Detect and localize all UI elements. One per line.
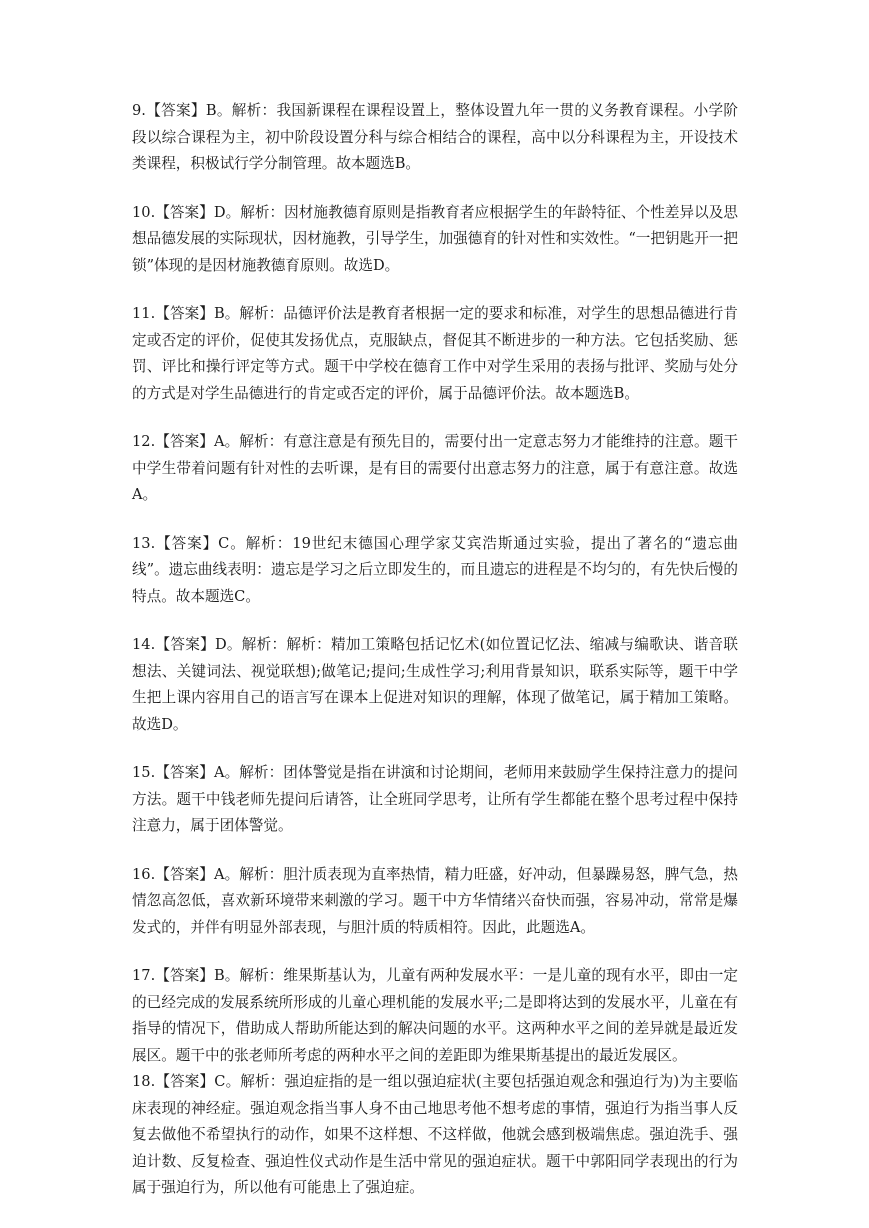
- answer-item-14: 14.【答案】D。解析：解析：精加工策略包括记忆术(如位置记忆法、缩减与编歌诀、谐音联想法、关键词法、视觉联想);做笔记;提问;生成性学习;利用背景知识，联系实际等，题干中学生把上课内容用自己的语言写在课本上促进对知识的理解，体现了做笔记，属于精加工策略。故选D。: [132, 636, 738, 733]
- answer-item-18: 18.【答案】C。解析：强迫症指的是一组以强迫症状(主要包括强迫观念和强迫行为)为主要临床表现的神经症。强迫观念指当事人身不由己地思考他不想考虑的事情，强迫行为指当事人反复去做他不希望执行的动作，如果不这样想、不这样做，他就会感到极端焦虑。强迫洗手、强迫计数、反复检查、强迫性仪式动作是生活中常见的强迫症状。题干中郭阳同学表现出的行为属于强迫行为，所以他有可能患上了强迫症。: [132, 1073, 738, 1196]
- answer-explanations-page: [132, 98, 738, 1224]
- answer-item-10: 10.【答案】D。解析：因材施教德育原则是指教育者应根据学生的年龄特征、个性差异以及思想品德发展的实际现状，因材施教，引导学生，加强德育的针对性和实效性。“一把钥匙开一把锁”体现的是因材施教德育原则。故选D。: [132, 203, 738, 274]
- answer-item-17: 17.【答案】B。解析：维果斯基认为，儿童有两种发展水平：一是儿童的现有水平，即由一定的已经完成的发展系统所形成的儿童心理机能的发展水平;二是即将达到的发展水平，儿童在有指导的情况下，借助成人帮助所能达到的解决问题的水平。这两种水平之间的差异就是最近发展区。题干中的张老师所考虑的两种水平之间的差距即为维果斯基提出的最近发展区。: [132, 967, 738, 1064]
- answer-item-12: 12.【答案】A。解析：有意注意是有预先目的，需要付出一定意志努力才能维持的注意。题干中学生带着问题有针对性的去听课，是有目的需要付出意志努力的注意，属于有意注意。故选A。: [132, 433, 738, 503]
- answer-item-11: 11.【答案】B。解析：品德评价法是教育者根据一定的要求和标准，对学生的思想品德进行肯定或否定的评价，促使其发扬优点，克服缺点，督促其不断进步的一种方法。它包括奖励、惩罚、评比和操行评定等方式。题干中学校在德育工作中对学生采用的表扬与批评、奖励与处分的方式是对学生品德进行的肯定或否定的评价，属于品德评价法。故本题选B。: [132, 305, 738, 402]
- answer-item-9: 9.【答案】B。解析：我国新课程在课程设置上，整体设置九年一贯的义务教育课程。小学阶段以综合课程为主，初中阶段设置分科与综合相结合的课程，高中以分科课程为主，开设技术类课程，积极试行学分制管理。故本题选B。: [132, 102, 738, 172]
- answer-item-16: 16.【答案】A。解析：胆汁质表现为直率热情，精力旺盛，好冲动，但暴躁易怒，脾气急，热情忽高忽低，喜欢新环境带来刺激的学习。题干中方华情绪兴奋快而强，容易冲动，常常是爆发式的，并伴有明显外部表现，与胆汁质的特质相符。因此，此题选A。: [132, 865, 738, 936]
- answer-item-15: 15.【答案】A。解析：团体警觉是指在讲演和讨论期间，老师用来鼓励学生保持注意力的提问方法。题干中钱老师先提问后请答，让全班同学思考，让所有学生都能在整个思考过程中保持注意力，属于团体警觉。: [132, 764, 738, 834]
- answer-item-13: 13.【答案】C。解析：19世纪末德国心理学家艾宾浩斯通过实验，提出了著名的“遗忘曲线”。遗忘曲线表明：遗忘是学习之后立即发生的，而且遗忘的进程是不均匀的，有先快后慢的特点。故本题选C。: [132, 534, 738, 605]
